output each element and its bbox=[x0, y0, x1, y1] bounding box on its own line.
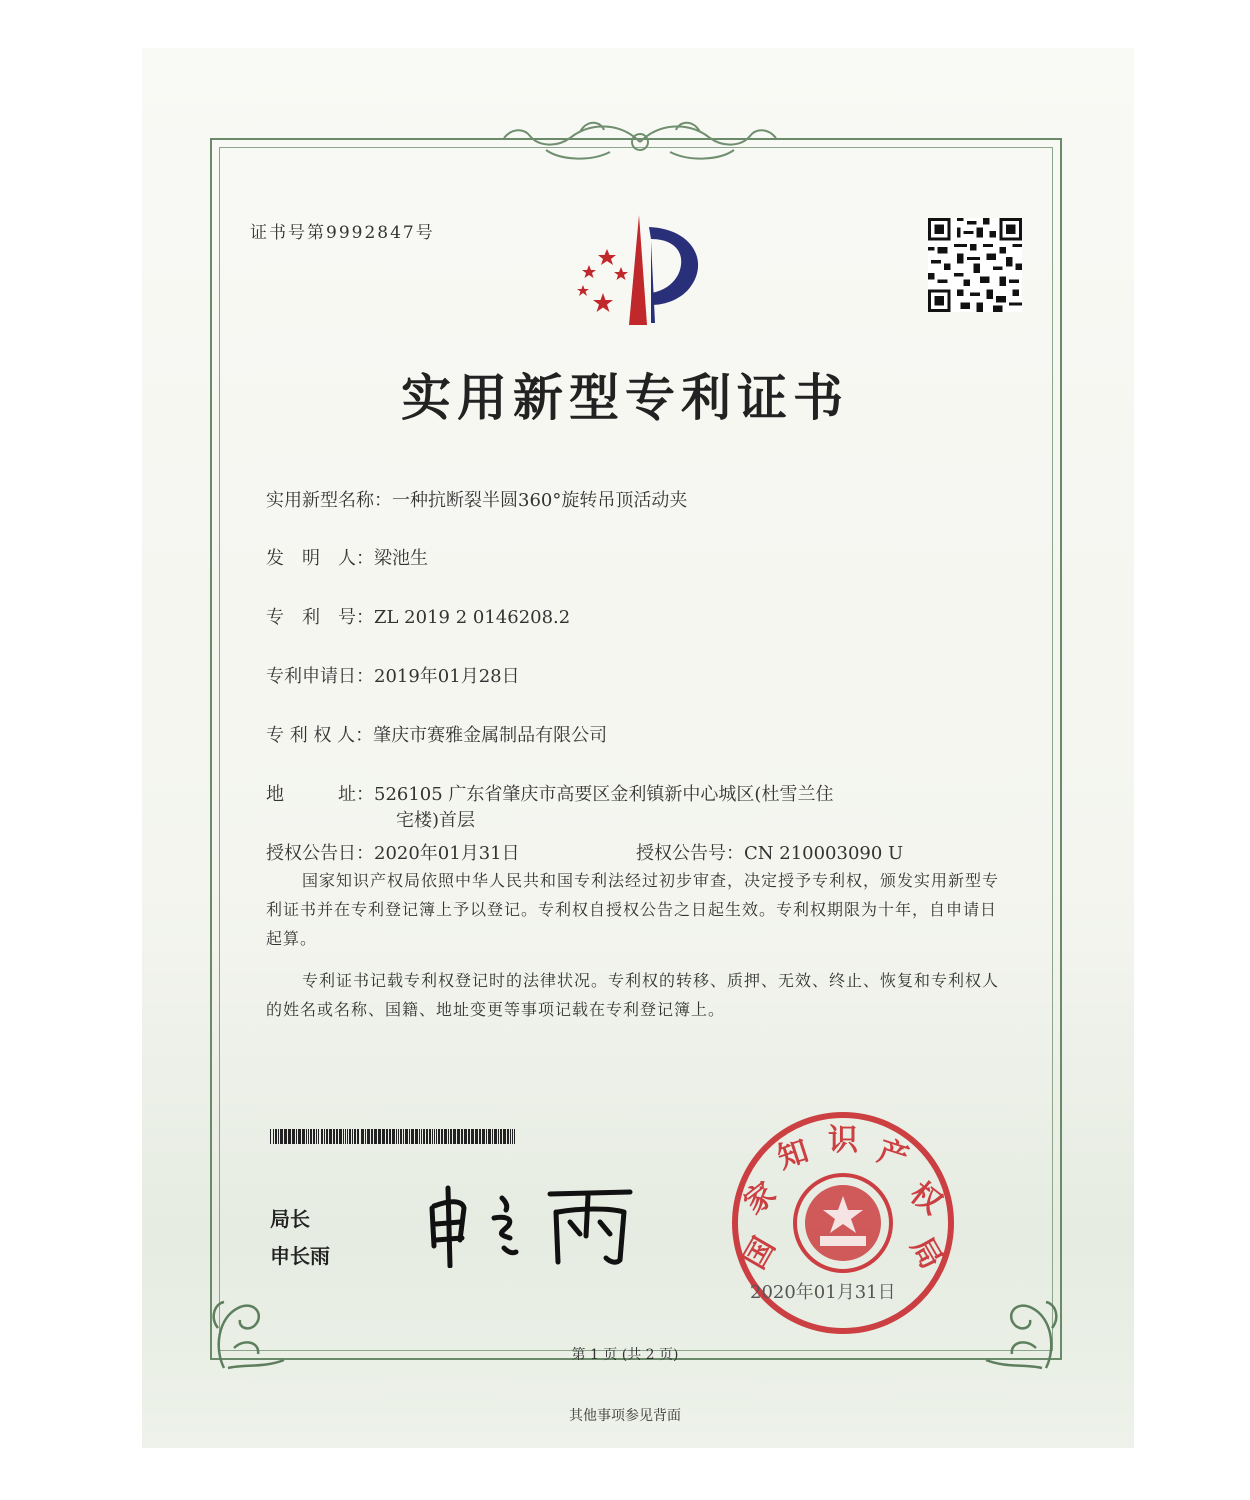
barcode-bar bbox=[389, 1129, 391, 1144]
barcode-bar bbox=[270, 1129, 271, 1144]
barcode-bar bbox=[461, 1129, 463, 1144]
director-title: 局长 bbox=[270, 1207, 310, 1231]
barcode-bar bbox=[423, 1129, 425, 1144]
qr-code-icon bbox=[928, 218, 1022, 312]
barcode-bar bbox=[296, 1129, 297, 1144]
barcode-bar bbox=[429, 1129, 431, 1144]
barcode-bar bbox=[419, 1129, 420, 1144]
field-label: 授权公告号： bbox=[636, 843, 744, 864]
barcode-icon bbox=[270, 1129, 518, 1144]
body-paragraph-2: 专利证书记载专利权登记时的法律状况。专利权的转移、质押、无效、终止、恢复和专利权人的姓名或名称、国籍、地址变更等事项记载在专利登记簿上。 bbox=[266, 971, 1000, 1019]
barcode-bar bbox=[333, 1129, 335, 1144]
barcode-bar bbox=[275, 1129, 277, 1144]
barcode-bar bbox=[357, 1129, 359, 1144]
field-label: 专 利 权 人： bbox=[266, 725, 374, 746]
field-value: 526105 广东省肇庆市高要区金利镇新中心城区(杜雪兰住 bbox=[374, 784, 834, 805]
barcode-bar bbox=[386, 1129, 388, 1144]
field-filing-date bbox=[266, 662, 520, 688]
barcode-bar bbox=[396, 1129, 397, 1144]
barcode-bar bbox=[374, 1129, 377, 1144]
barcode-bar bbox=[310, 1129, 312, 1144]
barcode-bar bbox=[382, 1129, 385, 1144]
field-address-line2 bbox=[396, 806, 475, 832]
barcode-bar bbox=[510, 1129, 511, 1144]
barcode-bar bbox=[405, 1129, 408, 1144]
seal-date: 2020年01月31日 bbox=[750, 1282, 896, 1303]
barcode-bar bbox=[371, 1129, 373, 1144]
barcode-bar bbox=[318, 1129, 319, 1144]
field-value: 肇庆市赛雅金属制品有限公司 bbox=[373, 725, 608, 746]
field-value: 2020年01月31日 bbox=[374, 843, 520, 864]
field-value: 宅楼)首层 bbox=[396, 810, 476, 831]
barcode-bar bbox=[339, 1129, 342, 1144]
field-value: 一种抗断裂半圆360°旋转吊顶活动夹 bbox=[392, 490, 688, 511]
cnipa-logo-icon bbox=[555, 205, 715, 330]
barcode-bar bbox=[313, 1129, 315, 1144]
barcode-bar bbox=[352, 1129, 353, 1144]
field-label: 专利申请日： bbox=[266, 666, 374, 687]
barcode-bar bbox=[512, 1129, 513, 1144]
barcode-bar bbox=[278, 1129, 279, 1144]
certificate-title: 实用新型专利证书 bbox=[401, 368, 849, 427]
field-label: 专 利 号： bbox=[266, 607, 374, 628]
barcode-bar bbox=[453, 1129, 456, 1144]
barcode-bar bbox=[329, 1129, 332, 1144]
barcode-bar bbox=[343, 1129, 344, 1144]
back-note: 其他事项参见背面 bbox=[569, 1408, 681, 1424]
barcode-bar bbox=[302, 1129, 305, 1144]
barcode-bar bbox=[464, 1129, 467, 1144]
barcode-bar bbox=[347, 1129, 348, 1144]
field-grant-date bbox=[266, 839, 520, 865]
barcode-bar bbox=[441, 1129, 443, 1144]
barcode-bar bbox=[326, 1129, 328, 1144]
barcode-bar bbox=[411, 1129, 414, 1144]
barcode-bar bbox=[378, 1129, 381, 1144]
barcode-bar bbox=[507, 1129, 509, 1144]
barcode-bar bbox=[361, 1129, 364, 1144]
field-value: 梁池生 bbox=[374, 548, 428, 569]
field-utility-model-name bbox=[266, 486, 687, 512]
barcode-bar bbox=[398, 1129, 399, 1144]
barcode-bar bbox=[415, 1129, 418, 1144]
barcode-bar bbox=[468, 1129, 470, 1144]
field-patentee bbox=[266, 721, 607, 747]
body-paragraph-1: 国家知识产权局依照中华人民共和国专利法经过初步审查，决定授予专利权，颁发实用新型专利证书并在专利登记簿上予以登记。专利权自授权公告之日起生效。专利权期限为十年，自申请日起算。 bbox=[266, 871, 1000, 948]
barcode-bar bbox=[492, 1129, 493, 1144]
barcode-bar bbox=[298, 1129, 301, 1144]
barcode-bar bbox=[488, 1129, 491, 1144]
svg-text:产: 产 bbox=[873, 1133, 913, 1177]
barcode-bar bbox=[448, 1129, 449, 1144]
handwritten-signature bbox=[420, 1178, 650, 1268]
barcode-bar bbox=[486, 1129, 487, 1144]
svg-text:国: 国 bbox=[737, 1231, 783, 1275]
top-ornament-icon bbox=[490, 112, 790, 168]
svg-text:权: 权 bbox=[903, 1175, 949, 1222]
barcode-bar bbox=[308, 1129, 309, 1144]
field-grant-number bbox=[636, 839, 903, 865]
svg-text:家: 家 bbox=[737, 1175, 783, 1222]
barcode-bar bbox=[475, 1129, 478, 1144]
barcode-bar bbox=[498, 1129, 499, 1144]
svg-text:局: 局 bbox=[903, 1231, 949, 1275]
director-name: 申长雨 bbox=[270, 1244, 330, 1268]
field-inventor bbox=[266, 544, 428, 570]
barcode-bar bbox=[336, 1129, 338, 1144]
barcode-bar bbox=[292, 1129, 295, 1144]
barcode-bar bbox=[392, 1129, 395, 1144]
barcode-bar bbox=[367, 1129, 370, 1144]
field-value: ZL 2019 2 0146208.2 bbox=[374, 607, 571, 628]
field-label: 发 明 人： bbox=[266, 548, 374, 569]
barcode-bar bbox=[432, 1129, 433, 1144]
barcode-bar bbox=[324, 1129, 325, 1144]
barcode-bar bbox=[306, 1129, 307, 1144]
barcode-bar bbox=[479, 1129, 481, 1144]
barcode-bar bbox=[284, 1129, 287, 1144]
barcode-bar bbox=[444, 1129, 447, 1144]
barcode-bar bbox=[345, 1129, 346, 1144]
barcode-bar bbox=[500, 1129, 502, 1144]
barcode-bar bbox=[280, 1129, 283, 1144]
barcode-bar bbox=[273, 1129, 274, 1144]
barcode-bar bbox=[434, 1129, 435, 1144]
field-label: 地 址： bbox=[266, 784, 374, 805]
svg-text:识: 识 bbox=[828, 1123, 858, 1158]
barcode-bar bbox=[365, 1129, 366, 1144]
barcode-bar bbox=[349, 1129, 351, 1144]
field-address bbox=[266, 780, 833, 806]
field-label: 授权公告日： bbox=[266, 843, 374, 864]
barcode-bar bbox=[482, 1129, 485, 1144]
barcode-bar bbox=[514, 1129, 515, 1144]
barcode-bar bbox=[494, 1129, 497, 1144]
field-value: 2019年01月28日 bbox=[374, 666, 520, 687]
barcode-bar bbox=[471, 1129, 474, 1144]
barcode-bar bbox=[438, 1129, 440, 1144]
field-patent-number bbox=[266, 603, 570, 629]
barcode-bar bbox=[354, 1129, 356, 1144]
barcode-bar bbox=[403, 1129, 404, 1144]
barcode-bar bbox=[409, 1129, 410, 1144]
barcode-bar bbox=[503, 1129, 506, 1144]
page-number: 第 1 页 (共 2 页) bbox=[571, 1347, 679, 1363]
field-label: 实用新型名称： bbox=[266, 490, 392, 511]
barcode-bar bbox=[400, 1129, 402, 1144]
barcode-bar bbox=[288, 1129, 291, 1144]
barcode-bar bbox=[421, 1129, 422, 1144]
barcode-bar bbox=[457, 1129, 460, 1144]
barcode-bar bbox=[321, 1129, 323, 1144]
field-value: CN 210003090 U bbox=[744, 843, 904, 864]
certificate-number: 证书号第9992847号 bbox=[250, 223, 435, 243]
barcode-bar bbox=[450, 1129, 452, 1144]
barcode-bar bbox=[436, 1129, 437, 1144]
barcode-bar bbox=[316, 1129, 317, 1144]
svg-text:知: 知 bbox=[773, 1133, 813, 1177]
barcode-bar bbox=[426, 1129, 428, 1144]
